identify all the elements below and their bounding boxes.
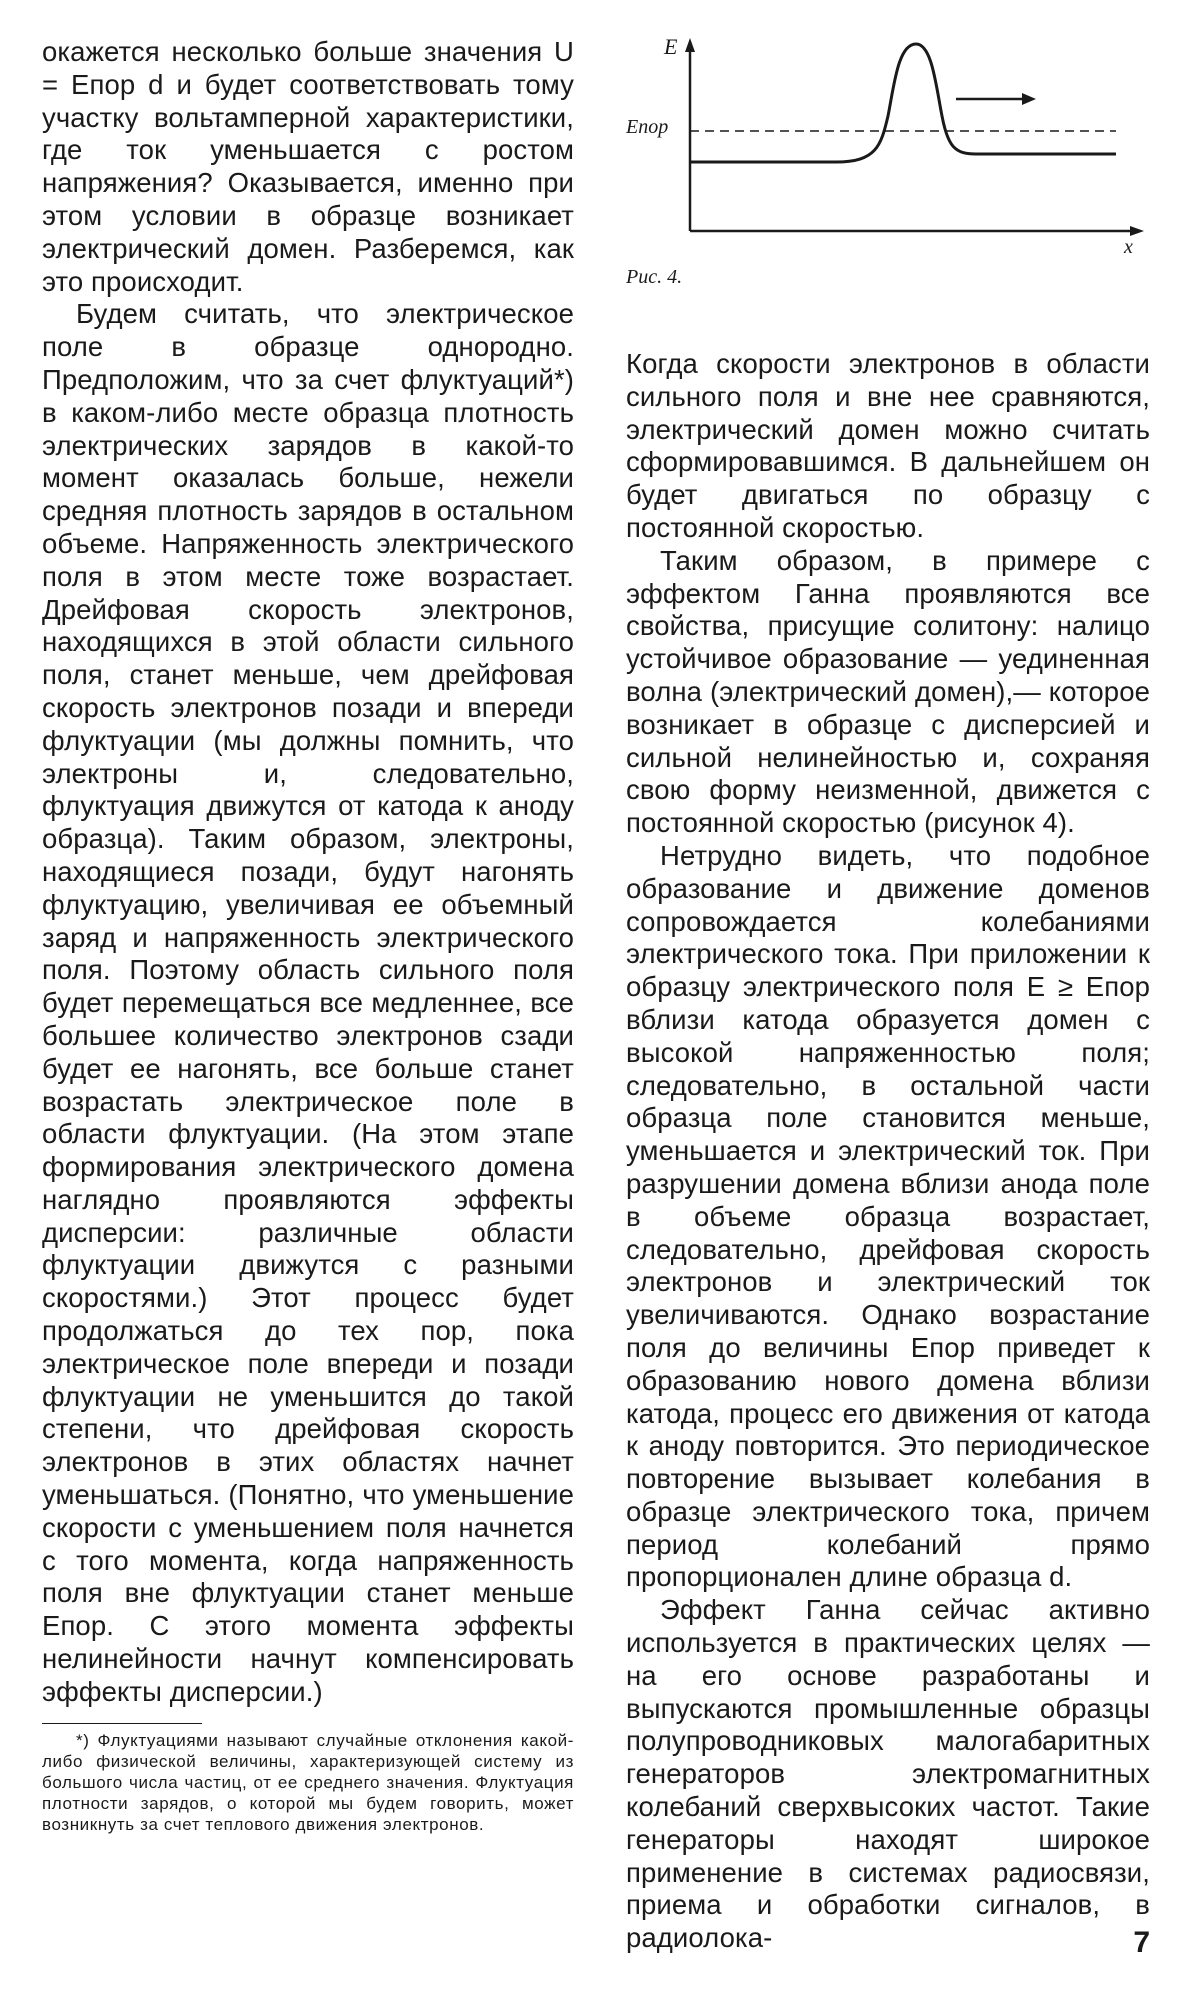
x-axis-arrow [1130,226,1144,236]
y-axis-label: E [664,34,678,59]
paragraph-4: Таким образом, в примере с эффектом Ганна проявляются все свойства, присущие солитону: налицо устойчивое образование — уединенная волна (электрический домен),— которое возникает в образце с дисперсией и сильной нелинейностью и, сохраняя свою форму неизменной, движется с постоянной скоростью (рисунок 4). [626,544,1150,839]
paragraph-3: Когда скорости электронов в области сильного поля и вне нее сравняются, электрический домен можно считать сформировавшимся. В дальнейшем он будет двигаться по образцу с постоянной скоростью. [626,348,1150,543]
right-column [626,36,1150,1955]
field-curve [690,44,1116,162]
page-number: 7 [1133,1926,1150,1959]
footnote-divider [42,1723,202,1724]
paragraph-6: Эффект Ганна сейчас активно используется в практических целях — на его основе разработаны и выпускаются промышленные образцы полупроводниковых малогабаритных генераторов электромагнитных колебаний сверхвысоких частот. Такие генераторы находят широкое применение в системах радиосвязи, приема и обработки сигналов, в радиолока- [626,1594,1150,1954]
left-column [42,36,574,1835]
y-axis-arrow [685,38,695,52]
paragraph-5: Нетрудно видеть, что подобное образование и движение доменов сопровождается колебаниями электрического тока. При приложении к образцу электрического поля E ≥ Eпор вблизи катода образуется домен с высокой напряженностью поля; следовательно, в остальной части образца поле становится меньше, уменьшается и электрический ток. При разрушении домена вблизи анода поле в объеме образца возрастает, следовательно, дрейфовая скорость электронов и электрический ток увеличиваются. Однако возрастание поля до величины Eпор приведет к образованию нового домена вблизи катода, процесс его движения от катода к аноду повторится. Это периодическое повторение вызывает колебания в образце электрического тока, причем период колебаний прямо пропорционален длине образца d. [626,839,1150,1593]
x-axis-label: x [1124,236,1133,258]
motion-arrow-head [1022,93,1036,105]
figure-caption: Рис. 4. [626,266,683,288]
footnote: *) Флуктуациями называют случайные отклонения какой-либо физической величины, характеризующей систему из большого числа частиц, от ее среднего значения. Флуктуация плотности зарядов, о которой мы будем говорить, может возникнуть за счет теплового движения электронов. [42,1730,574,1834]
threshold-label: Eпор [626,116,669,138]
paragraph-1: окажется несколько больше значения U = Eпор d и будет соответствовать тому участку вольтамперной характеристики, где ток уменьшается с ростом напряжения? Оказывается, именно при этом условии в образце возникает электрический домен. Разберемся, как это происходит. [42,36,574,297]
domain-field-plot [626,36,1150,266]
paragraph-2: Будем считать, что электрическое поле в образце однородно. Предположим, что за счет флуктуаций*) в каком-либо месте образца плотность электрических зарядов в какой-то момент оказалась больше, нежели средняя плотность зарядов в остальном объеме. Напряженность электрического поля в этом месте тоже возрастает. Дрейфовая скорость электронов, находящихся в этой области сильного поля, станет меньше, чем дрейфовая скорость электронов позади и впереди флуктуации (мы должны помнить, что электроны и, следовательно, флуктуация движутся от катода к аноду образца). Таким образом, электроны, находящиеся позади, будут нагонять флуктуацию, увеличивая ее объемный заряд и напряженность электрического поля. Поэтому область сильного поля будет перемещаться все медленнее, все большее количество электронов сзади будет ее нагонять, все больше станет возрастать электрическое поле в области флуктуации. (На этом этапе формирования электрического домена наглядно проявляются эффекты дисперсии: различные области флуктуации движутся с разными скоростями.) Этот процесс будет продолжаться до тех пор, пока электрическое поле впереди и позади флуктуации не уменьшится до такой степени, что дрейфовая скорость электронов в этих областях начнет уменьшаться. (Понятно, что уменьшение скорости с уменьшением поля начнется с того момента, когда напряженность поля вне флуктуации станет меньше Eпор. С этого момента эффекты нелинейности начнут компенсировать эффекты дисперсии.) [42,298,574,1707]
figure-4 [626,36,1150,336]
